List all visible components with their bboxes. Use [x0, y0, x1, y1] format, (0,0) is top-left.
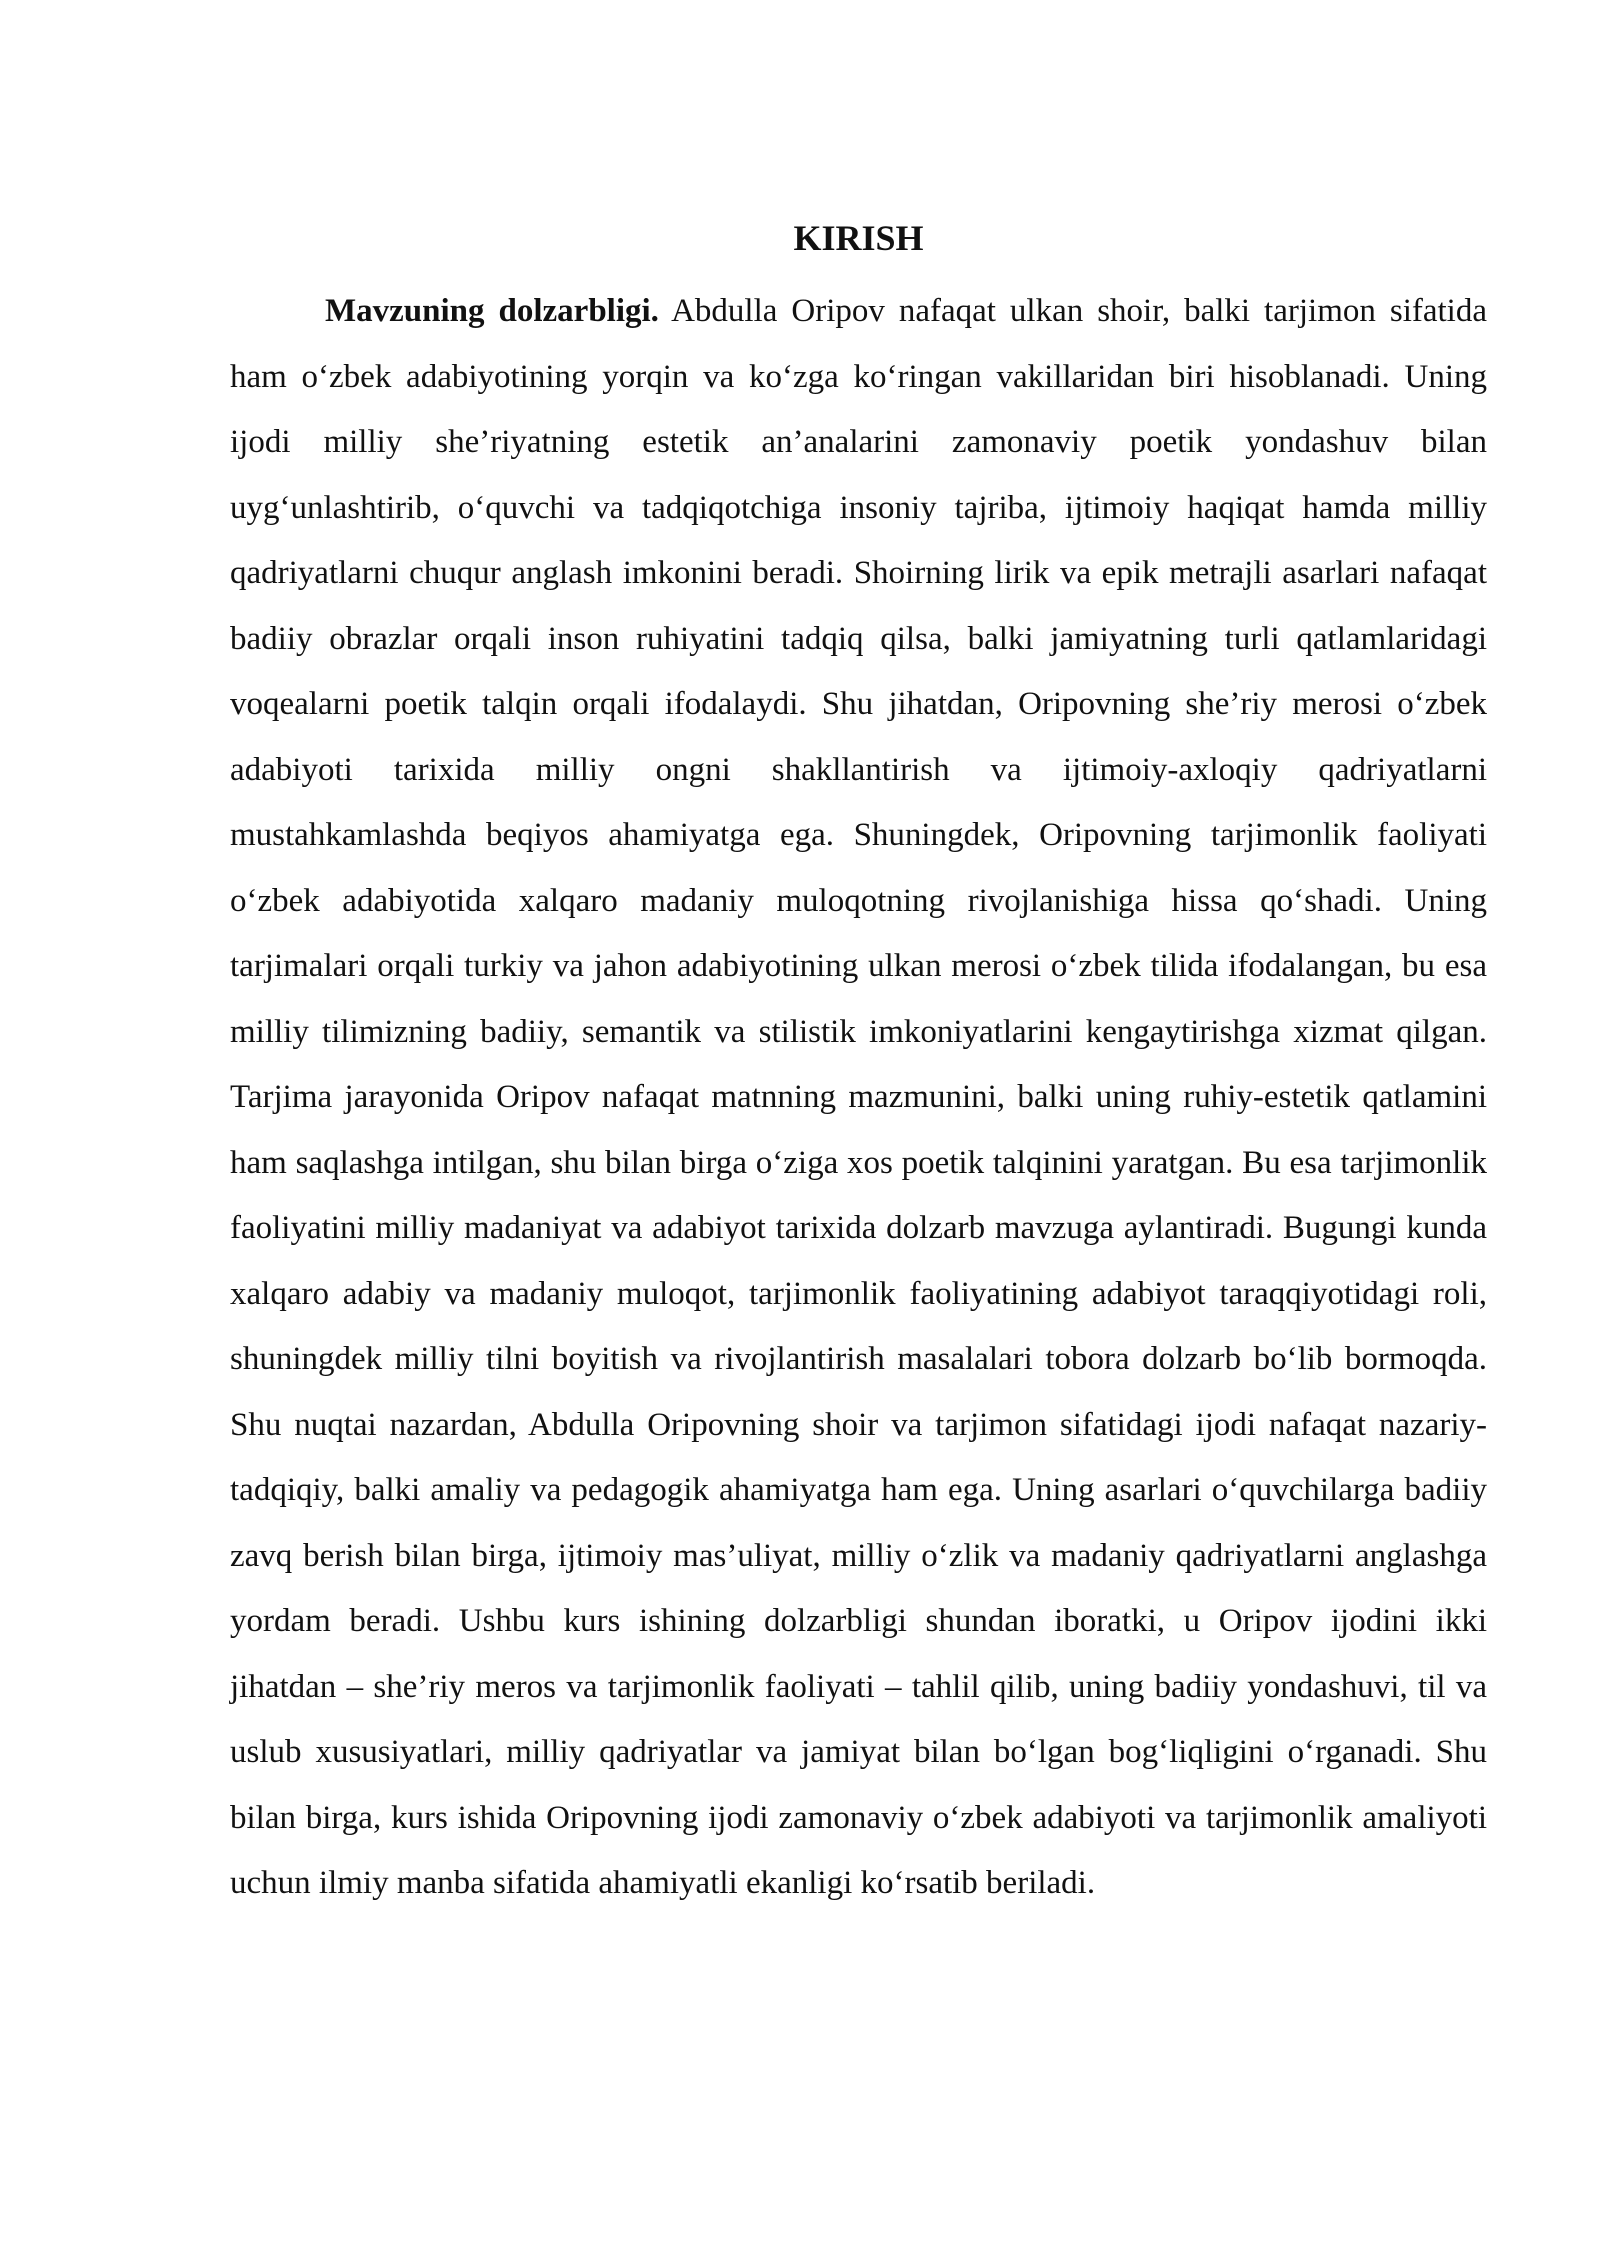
document-page	[230, 215, 1487, 1917]
body-paragraph	[230, 279, 1487, 1917]
paragraph-lead: Mavzuning dolzarbligi.	[325, 293, 659, 329]
section-heading: KIRISH	[793, 218, 924, 258]
paragraph-body: Abdulla Oripov nafaqat ulkan shoir, balki tarjimon sifatida ham o‘zbek adabiyotining yorqin va ko‘zga ko‘ringan vakillaridan biri hisoblanadi. Uning ijodi milliy she’riyatning estetik an’analarini zamonaviy poetik yondashuv bilan uyg‘unlashtirib, o‘quvchi va tadqiqotchiga insoniy tajriba, ijtimoiy haqiqat hamda milliy qadriyatlarni chuqur anglash imkonini beradi. Shoirning lirik va epik metrajli asarlari nafaqat badiiy obrazlar orqali inson ruhiyatini tadqiq qilsa, balki jamiyatning turli qatlamlaridagi voqealarni poetik talqin orqali ifodalaydi. Shu jihatdan, Oripovning she’riy merosi o‘zbek adabiyoti tarixida milliy ongni shakllantirish va ijtimoiy-axloqiy qadriyatlarni mustahkamlashda beqiyos ahamiyatga ega. Shuningdek, Oripovning tarjimonlik faoliyati o‘zbek adabiyotida xalqaro madaniy muloqotning rivojlanishiga hissa qo‘shadi. Uning tarjimalari orqali turkiy va jahon adabiyotining ulkan merosi o‘zbek tilida ifodalangan, bu esa milliy tilimizning badiiy, semantik va stilistik imkoniyatlarini kengaytirishga xizmat qilgan. Tarjima jarayonida Oripov nafaqat matnning mazmunini, balki uning ruhiy-estetik qatlamini ham saqlashga intilgan, shu bilan birga o‘ziga xos poetik talqinini yaratgan. Bu esa tarjimonlik faoliyatini milliy madaniyat va adabiyot tarixida dolzarb mavzuga aylantiradi. Bugungi kunda xalqaro adabiy va madaniy muloqot, tarjimonlik faoliyatining adabiyot taraqqiyotidagi roli, shuningdek milliy tilni boyitish va rivojlantirish masalalari tobora dolzarb bo‘lib bormoqda. Shu nuqtai nazardan, Abdulla Oripovning shoir va tarjimon sifatidagi ijodi nafaqat nazariy-tadqiqiy, balki amaliy va pedagogik ahamiyatga ham ega. Uning asarlari o‘quvchilarga badiiy zavq berish bilan birga, ijtimoiy mas’uliyat, milliy o‘zlik va madaniy qadriyatlarni anglashga yordam beradi. Ushbu kurs ishining dolzarbligi shundan iboratki, u Oripov ijodini ikki jihatdan – she’riy meros va tarjimonlik faoliyati – tahlil qilib, uning badiiy yondashuvi, til va uslub xususiyatlari, milliy qadriyatlar va jamiyat bilan bo‘lgan bog‘liqligini o‘rganadi. Shu bilan birga, kurs ishida Oripovning ijodi zamonaviy o‘zbek adabiyoti va tarjimonlik amaliyoti uchun ilmiy manba sifatida ahamiyatli ekanligi ko‘rsatib beriladi.	[230, 293, 1487, 1901]
